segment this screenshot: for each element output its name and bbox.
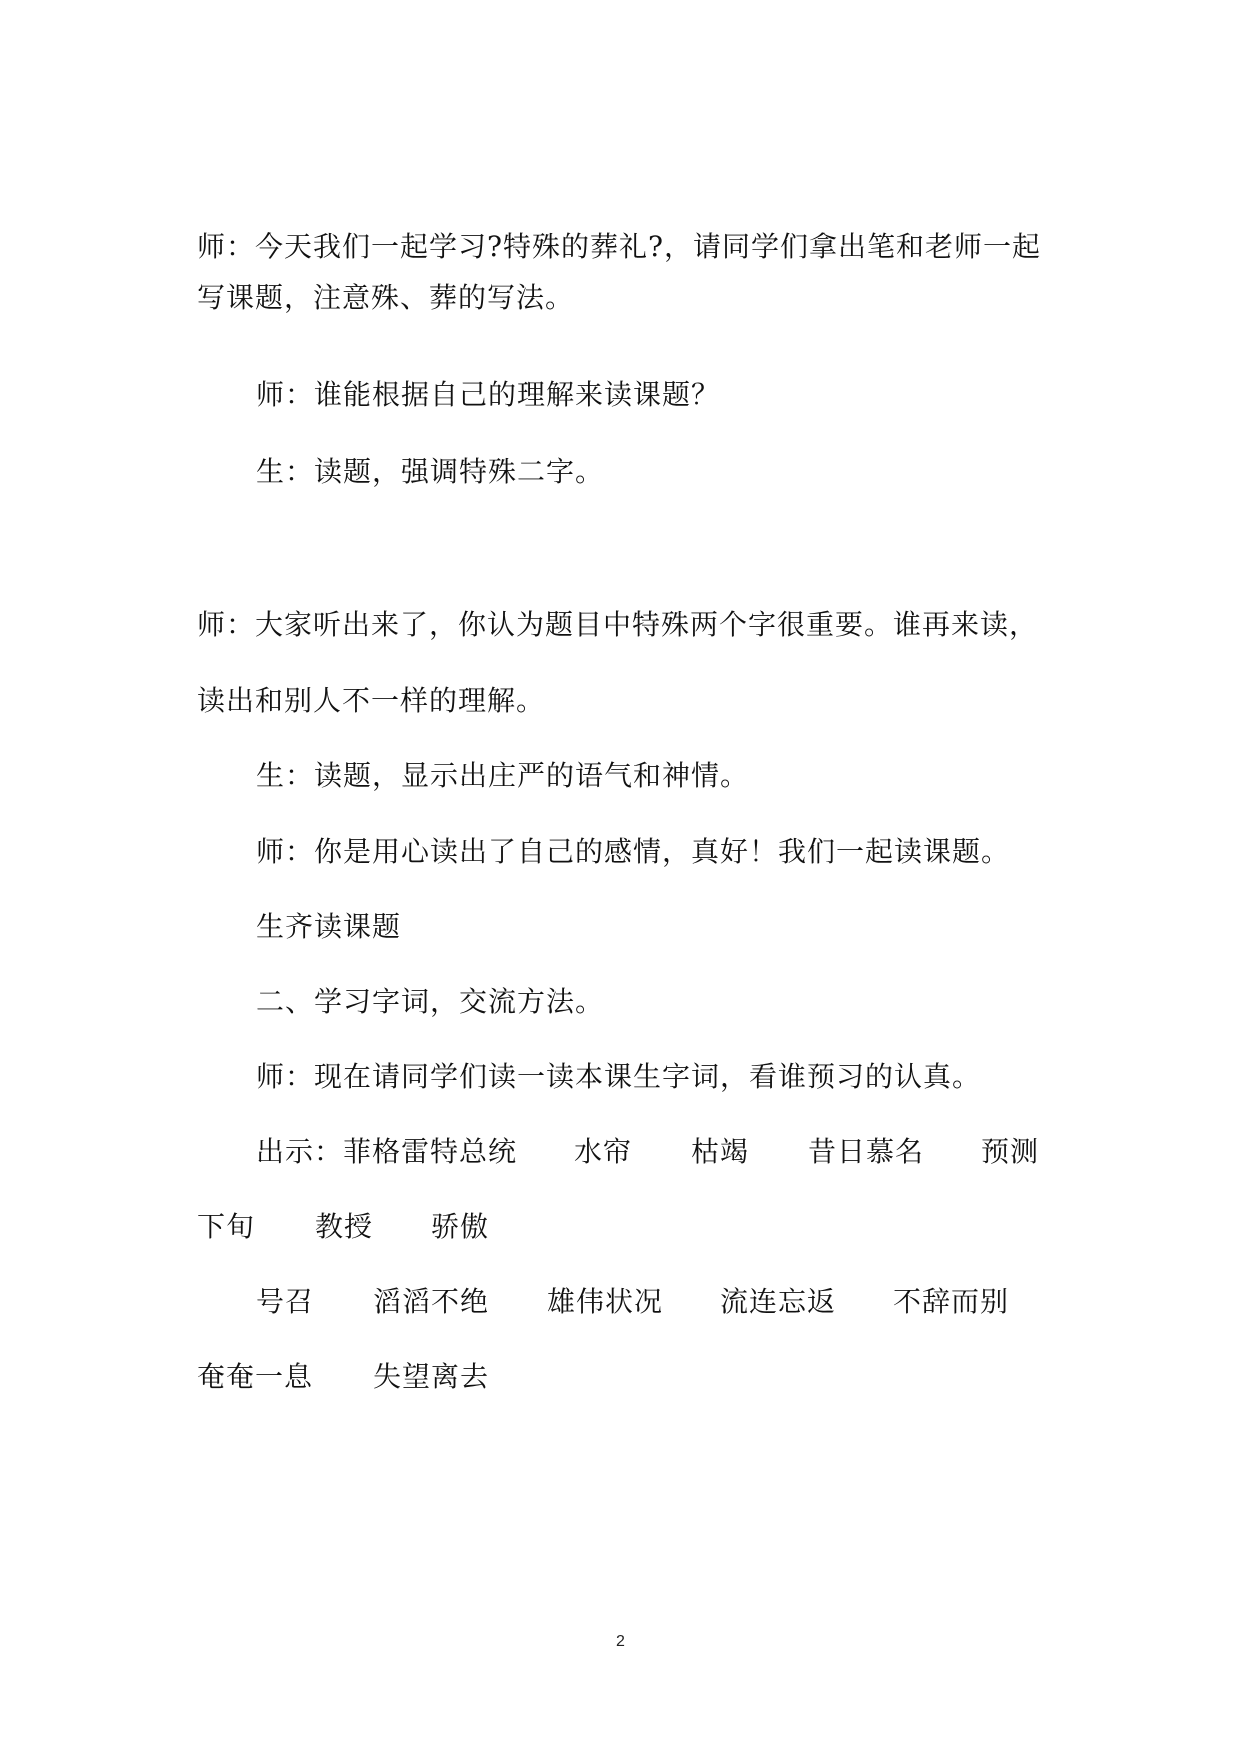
vocab-word: 预测 [981,1135,1040,1168]
paragraph: 生齐读课题 [256,910,402,943]
paragraph-line: 读出和别人不一样的理解。 [197,684,546,717]
vocab-word: 不辞而别 [893,1285,1010,1318]
paragraph-line: 写课题，注意殊、葬的写法。 [197,281,575,314]
vocab-word: 水帘 [574,1135,633,1168]
vocab-word: 号召 [256,1285,315,1318]
vocab-word: 滔滔不绝 [373,1285,490,1318]
section-heading: 二、学习字词，交流方法。 [256,985,605,1018]
vocab-word: 教授 [315,1210,374,1243]
vocab-row [197,1359,489,1395]
vocab-word: 昔日慕名 [808,1135,925,1168]
paragraph-line: 师：大家听出来了，你认为题目中特殊两个字很重要。谁再来读， [197,608,1039,641]
vocab-word: 奄奄一息 [197,1360,314,1393]
vocab-row [256,1134,1039,1170]
vocab-row [197,1209,489,1245]
paragraph: 生：读题，强调特殊二字。 [256,455,605,488]
vocab-row [256,1284,1009,1320]
vocab-word: 枯竭 [691,1135,750,1168]
paragraph: 师：谁能根据自己的理解来读课题？ [256,378,721,411]
paragraph: 生：读题，显示出庄严的语气和神情。 [256,759,750,792]
vocab-word: 雄伟状况 [547,1285,664,1318]
vocab-word: 下旬 [197,1210,256,1243]
vocab-word: 出示：菲格雷特总统 [256,1135,518,1168]
paragraph-line: 师：今天我们一起学习?特殊的葬礼?，请同学们拿出笔和老师一起 [197,230,1042,263]
page-number: 2 [616,1633,625,1650]
vocab-word: 骄傲 [431,1210,490,1243]
vocab-word: 流连忘返 [720,1285,837,1318]
paragraph: 师：你是用心读出了自己的感情，真好！我们一起读课题。 [256,835,1011,868]
vocab-word: 失望离去 [373,1360,490,1393]
paragraph: 师：现在请同学们读一读本课生字词，看谁预习的认真。 [256,1060,982,1093]
